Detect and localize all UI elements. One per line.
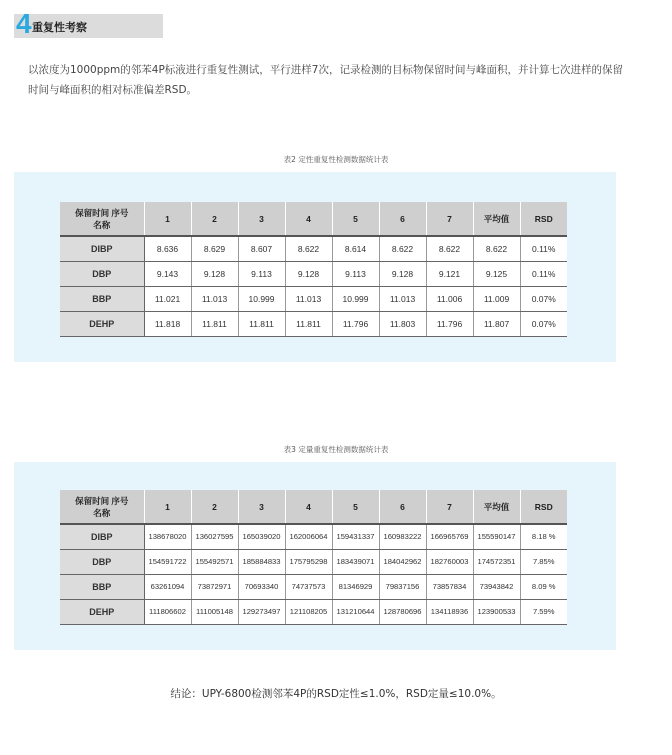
table-cell: 166965769 — [426, 524, 473, 549]
section-title: 重复性考察 — [32, 21, 87, 34]
table-cell: 9.128 — [285, 261, 332, 286]
table-cell: 174572351 — [473, 549, 520, 574]
table-cell: 111005148 — [191, 599, 238, 624]
qualitative-table — [60, 202, 567, 337]
table-cell: 11.006 — [426, 286, 473, 311]
table-cell: 10.999 — [238, 286, 285, 311]
row-name: DIBP — [60, 236, 144, 261]
table-cell: 11.796 — [332, 311, 379, 336]
table-cell: 11.811 — [285, 311, 332, 336]
table-cell: 73872971 — [191, 574, 238, 599]
header-col: RSD — [520, 490, 567, 524]
table-cell: 11.818 — [144, 311, 191, 336]
header-col: 4 — [285, 490, 332, 524]
table-cell: 155590147 — [473, 524, 520, 549]
table-cell: 9.125 — [473, 261, 520, 286]
table-cell: 131210644 — [332, 599, 379, 624]
table-cell: 9.143 — [144, 261, 191, 286]
row-name: DEHP — [60, 311, 144, 336]
table-cell: 11.811 — [191, 311, 238, 336]
table-cell: 8.629 — [191, 236, 238, 261]
section-number: 4 — [16, 8, 32, 39]
row-name: DBP — [60, 261, 144, 286]
table-cell: 8.607 — [238, 236, 285, 261]
table-cell: 123900533 — [473, 599, 520, 624]
table-cell: 9.128 — [191, 261, 238, 286]
table-row — [60, 236, 567, 261]
table-cell: 138678020 — [144, 524, 191, 549]
row-name: BBP — [60, 574, 144, 599]
header-col: 1 — [144, 490, 191, 524]
table-row — [60, 261, 567, 286]
table-cell: 11.811 — [238, 311, 285, 336]
table-cell: 183439071 — [332, 549, 379, 574]
table-cell: 11.807 — [473, 311, 520, 336]
header-col: 2 — [191, 202, 238, 236]
table-cell: 11.013 — [379, 286, 426, 311]
table-row — [60, 574, 567, 599]
header-col: 6 — [379, 202, 426, 236]
table-cell: 0.07% — [520, 311, 567, 336]
table-cell: 136027595 — [191, 524, 238, 549]
table-cell: 175795298 — [285, 549, 332, 574]
quantitative-table — [60, 490, 567, 625]
table-cell: 184042962 — [379, 549, 426, 574]
table-cell: 9.113 — [238, 261, 285, 286]
header-col: 5 — [332, 490, 379, 524]
section-header — [14, 8, 163, 39]
header-col: 平均值 — [473, 202, 520, 236]
table-row — [60, 286, 567, 311]
row-name: DBP — [60, 549, 144, 574]
table-cell: 79837156 — [379, 574, 426, 599]
table2-body — [60, 524, 567, 624]
table-cell: 74737573 — [285, 574, 332, 599]
row-name: BBP — [60, 286, 144, 311]
header-col: 7 — [426, 202, 473, 236]
table-cell: 70693340 — [238, 574, 285, 599]
table-row — [60, 549, 567, 574]
table-cell: 9.121 — [426, 261, 473, 286]
header-col: RSD — [520, 202, 567, 236]
table-cell: 9.113 — [332, 261, 379, 286]
table-cell: 129273497 — [238, 599, 285, 624]
table-cell: 8.09 % — [520, 574, 567, 599]
table-cell: 8.622 — [285, 236, 332, 261]
table1-panel — [14, 172, 616, 362]
header-col: 平均值 — [473, 490, 520, 524]
table-row — [60, 599, 567, 624]
table-cell: 11.013 — [191, 286, 238, 311]
table-cell: 0.07% — [520, 286, 567, 311]
table-cell: 0.11% — [520, 236, 567, 261]
table1-body — [60, 236, 567, 336]
table-cell: 160983222 — [379, 524, 426, 549]
table-cell: 159431337 — [332, 524, 379, 549]
header-col: 3 — [238, 490, 285, 524]
table-cell: 11.803 — [379, 311, 426, 336]
table-cell: 182760003 — [426, 549, 473, 574]
table-cell: 8.622 — [426, 236, 473, 261]
table2-panel — [14, 462, 616, 650]
table2-caption: 表3 定量重复性检测数据统计表 — [283, 445, 389, 454]
table-cell: 73943842 — [473, 574, 520, 599]
table-cell: 154591722 — [144, 549, 191, 574]
table-cell: 7.85% — [520, 549, 567, 574]
table-cell: 11.013 — [285, 286, 332, 311]
table-cell: 0.11% — [520, 261, 567, 286]
table-cell: 11.796 — [426, 311, 473, 336]
table-cell: 11.009 — [473, 286, 520, 311]
table-cell: 81346929 — [332, 574, 379, 599]
table-cell: 121108205 — [285, 599, 332, 624]
table-row — [60, 311, 567, 336]
table-cell: 162006064 — [285, 524, 332, 549]
table-cell: 10.999 — [332, 286, 379, 311]
table-cell: 8.622 — [379, 236, 426, 261]
header-col: 2 — [191, 490, 238, 524]
table-cell: 165039020 — [238, 524, 285, 549]
header-name-col: 保留时间 序号 名称 — [60, 202, 144, 236]
table-header-row — [60, 490, 567, 524]
header-col: 3 — [238, 202, 285, 236]
table-cell: 155492571 — [191, 549, 238, 574]
table-cell: 128780696 — [379, 599, 426, 624]
header-name-col: 保留时间 序号 名称 — [60, 490, 144, 524]
header-col: 4 — [285, 202, 332, 236]
intro-paragraph: 以浓度为1000ppm的邻苯4P标液进行重复性测试，平行进样7次，记录检测的目标物保留时间与峰面积，并计算七次进样的保留时间与峰面积的相对标准偏差RSD。 — [28, 64, 623, 96]
table-cell: 134118936 — [426, 599, 473, 624]
header-col: 5 — [332, 202, 379, 236]
table-cell: 63261094 — [144, 574, 191, 599]
table-cell: 7.59% — [520, 599, 567, 624]
table1-caption: 表2 定性重复性检测数据统计表 — [283, 155, 389, 164]
table-cell: 11.021 — [144, 286, 191, 311]
table-cell: 111806602 — [144, 599, 191, 624]
row-name: DEHP — [60, 599, 144, 624]
table-cell: 8.636 — [144, 236, 191, 261]
table-cell: 9.128 — [379, 261, 426, 286]
table-cell: 185884833 — [238, 549, 285, 574]
table-header-row — [60, 202, 567, 236]
header-col: 6 — [379, 490, 426, 524]
table-cell: 8.622 — [473, 236, 520, 261]
conclusion: 结论：UPY-6800检测邻苯4P的RSD定性≤1.0%，RSD定量≤10.0%。 — [170, 688, 502, 700]
table-cell: 8.18 % — [520, 524, 567, 549]
header-col: 1 — [144, 202, 191, 236]
table-row — [60, 524, 567, 549]
table-cell: 73857834 — [426, 574, 473, 599]
table-cell: 8.614 — [332, 236, 379, 261]
row-name: DIBP — [60, 524, 144, 549]
header-col: 7 — [426, 490, 473, 524]
